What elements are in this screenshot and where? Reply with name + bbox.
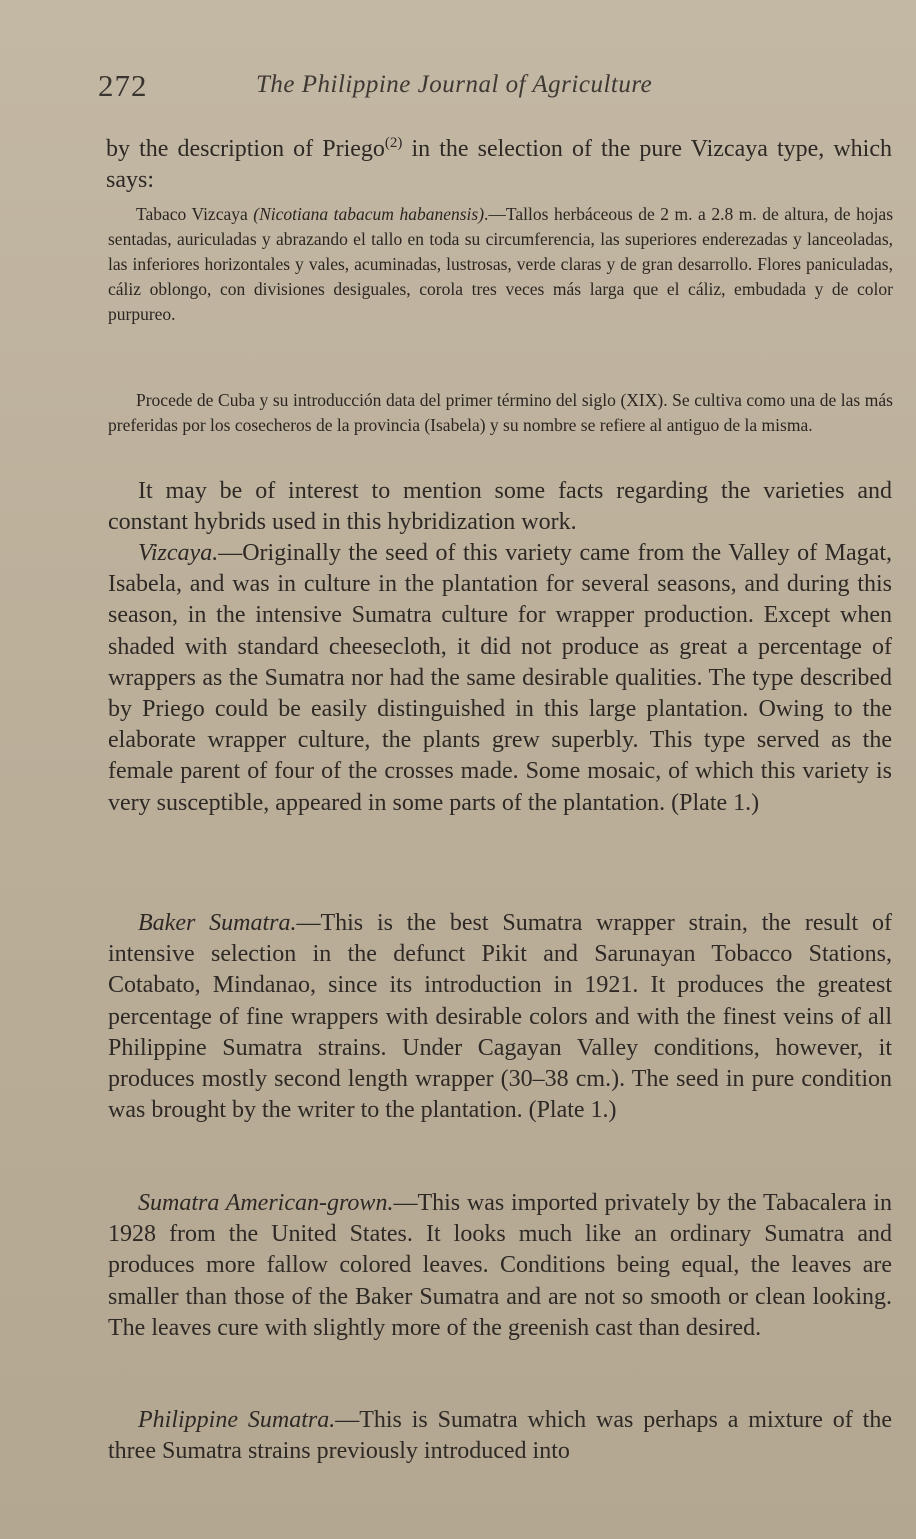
variety-label-sumatra-american: Sumatra American-grown. <box>138 1190 394 1216</box>
paragraph-baker-sumatra <box>108 908 892 1126</box>
intro-text-continued: in the selection of the pure Vizcaya type, which says: <box>106 136 892 193</box>
variety-label-baker-sumatra: Baker Sumatra. <box>138 910 297 936</box>
quoted-description <box>108 202 893 327</box>
page-number: 272 <box>98 68 148 103</box>
variety-text-philippine-sumatra: —This is Sumatra which was perhaps a mixture of the three Sumatra strains previously introduced into <box>108 1407 892 1465</box>
variety-text-sumatra-american: —This was imported privately by the Tabacalera in 1928 from the United States. It looks much like an ordinary Sumatra and produces more fallow colored leaves. Conditions being equal, the leaves are smaller than those of the Baker Sumatra and are not so smooth or clean looking. The leaves cure with slightly more of the greenish cast than desired. <box>108 1190 892 1341</box>
paragraph-vizcaya <box>108 538 892 819</box>
quoted-origin: Procede de Cuba y su introducción data del primer término del siglo (XIX). Se cultiva como una de las más preferidas por los cosecheros de la provincia (Isabela) y su nombre se refiere al antiguo de la misma. <box>108 390 893 435</box>
variety-text-baker-sumatra: —This is the best Sumatra wrapper strain, the result of intensive selection in the defunct Pikit and Sarunayan Tobacco Stations, Cotabato, Mindanao, since its introduction in 1921. It produces the greatest percentage of fine wrappers with desirable colors and with the finest veins of all Philippine Sumatra strains. Under Cagayan Valley conditions, however, it produces mostly second length wrapper (30–38 cm.). The seed in pure condition was brought by the writer to the plantation. (Plate 1.) <box>108 910 892 1124</box>
variety-label-philippine-sumatra: Philippine Sumatra. <box>138 1407 336 1433</box>
journal-title: The Philippine Journal of Agriculture <box>256 71 653 98</box>
intro-paragraph <box>106 128 892 196</box>
paragraph-philippine-sumatra <box>108 1405 892 1467</box>
intro-text: by the description of Priego <box>106 136 385 162</box>
quote-description-text: .—Tallos herbáceous de 2 m. a 2.8 m. de altura, de hojas sentadas, auriculadas y abrazando el tallo en toda su circumferencia, las superiores enderezadas y lanceoladas, las inferiores horizontales y vales, acuminadas, lustrosas, verde claras y de gran desarrollo. Flores paniculadas, cáliz oblongo, con divisiones desiguales, corola tres veces más larga que el cáliz, embudada y de color purpureo. <box>108 204 894 324</box>
page-header <box>98 68 818 108</box>
quote-variety-name: Tabaco Vizcaya <box>136 204 254 224</box>
variety-text-vizcaya: —Originally the seed of this variety came from the Valley of Magat, Isabela, and was in culture in the plantation for several seasons, and during this season, in the intensive Sumatra culture for wrapper production. Except when shaded with standard cheesecloth, it did not produce as great a percentage of wrappers as the Sumatra nor had the same desirable qualities. The type described by Priego could be easily distinguished in this large plantation. Owing to the elaborate wrapper culture, the plants grew superbly. This type served as the female parent of four of the crosses made. Some mosaic, of which this variety is very susceptible, appeared in some parts of the plantation. (Plate 1.) <box>108 540 892 816</box>
citation-reference: (2) <box>384 135 403 151</box>
paragraph-interest: It may be of interest to mention some facts regarding the varieties and constant hybrids used in this hybridization work. <box>108 478 892 536</box>
variety-label-vizcaya: Vizcaya. <box>138 540 219 566</box>
paragraph-sumatra-american <box>108 1188 892 1344</box>
quote-scientific-name: (Nicotiana tabacum habanensis) <box>253 204 485 224</box>
